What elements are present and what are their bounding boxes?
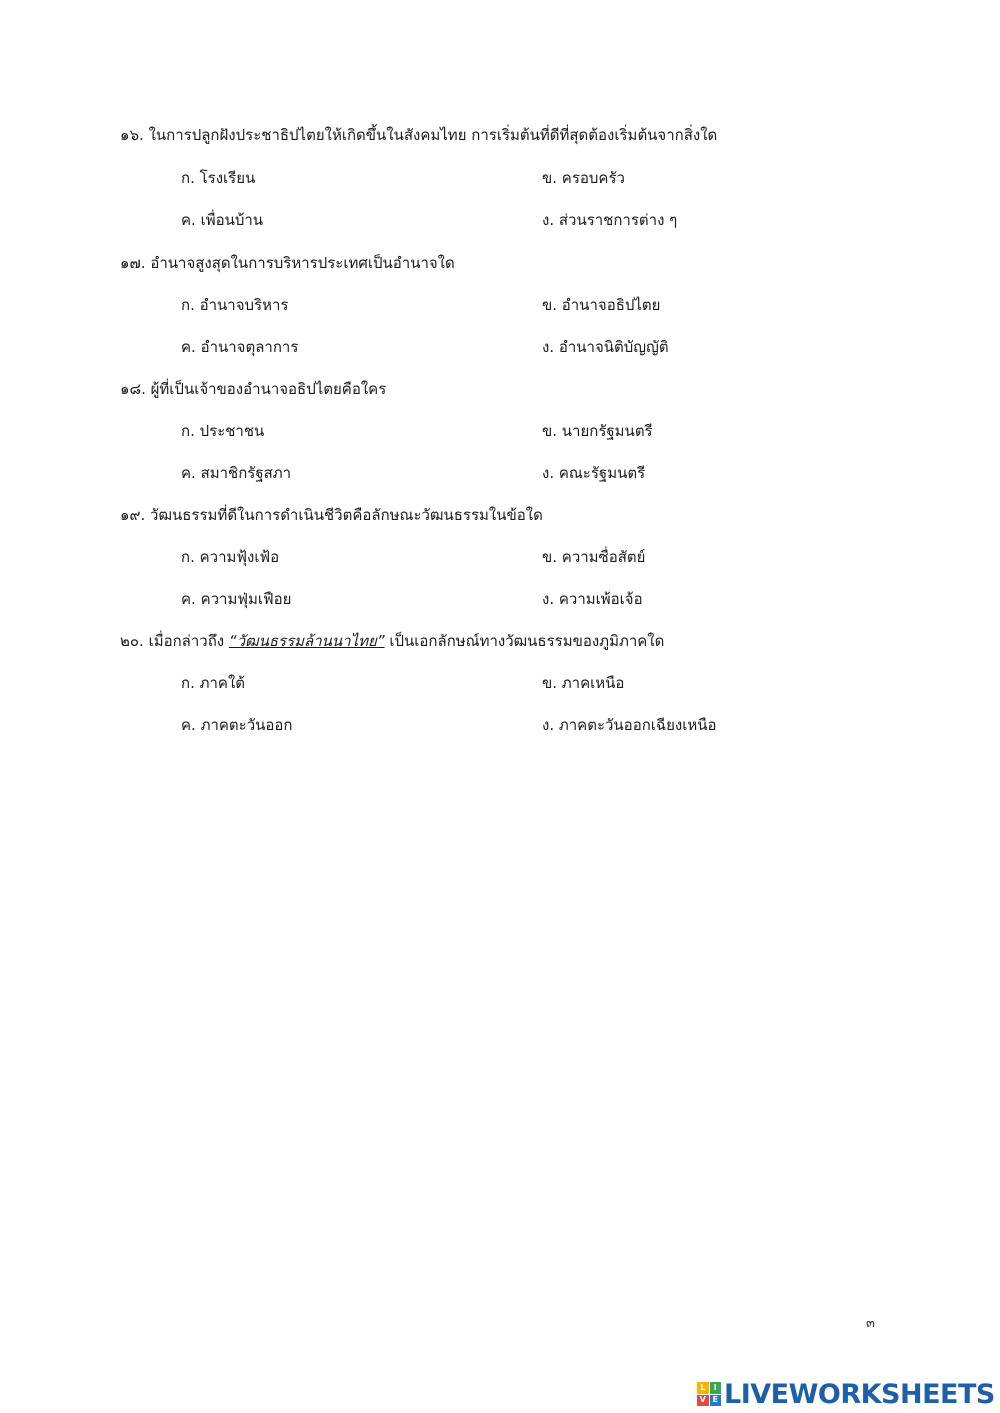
q19-option-d[interactable]: ง. ความเพ้อเจ้อ xyxy=(542,590,643,608)
page-number: ๓ xyxy=(866,1316,875,1331)
question-19: ๑๙. วัฒนธรรมที่ดีในการดำเนินชีวิตคือลักษณะวัฒนธรรมในข้อใด xyxy=(120,506,543,524)
liveworksheets-wordmark: LIVEWORKSHEETS xyxy=(724,1378,995,1410)
q20-option-c[interactable]: ค. ภาคตะวันออก xyxy=(181,716,293,734)
liveworksheets-logo-icon xyxy=(697,1382,721,1406)
q16-option-b[interactable]: ข. ครอบครัว xyxy=(542,169,625,187)
q19-option-b[interactable]: ข. ความซื่อสัตย์ xyxy=(542,548,646,566)
question-20-prefix: ๒๐. เมื่อกล่าวถึง xyxy=(120,632,229,650)
liveworksheets-brand xyxy=(697,1378,995,1410)
q19-option-a[interactable]: ก. ความฟุ้งเฟ้อ xyxy=(181,548,280,566)
question-20-emphasis: “วัฒนธรรมล้านนาไทย” xyxy=(228,632,385,650)
q17-option-c[interactable]: ค. อำนาจตุลาการ xyxy=(181,338,299,356)
logo-tile-e: E xyxy=(710,1395,722,1407)
q16-option-c[interactable]: ค. เพื่อนบ้าน xyxy=(181,211,264,229)
logo-tile-l: L xyxy=(697,1382,709,1394)
logo-tile-v: V xyxy=(697,1395,709,1407)
q18-option-b[interactable]: ข. นายกรัฐมนตรี xyxy=(542,422,653,440)
q16-option-a[interactable]: ก. โรงเรียน xyxy=(181,169,256,187)
q16-option-d[interactable]: ง. ส่วนราชการต่าง ๆ xyxy=(542,211,678,229)
q18-option-d[interactable]: ง. คณะรัฐมนตรี xyxy=(542,464,646,482)
q17-option-a[interactable]: ก. อำนาจบริหาร xyxy=(181,296,289,314)
q18-option-c[interactable]: ค. สมาชิกรัฐสภา xyxy=(181,464,292,482)
q19-option-c[interactable]: ค. ความฟุ่มเฟือย xyxy=(181,590,292,608)
question-17: ๑๗. อำนาจสูงสุดในการบริหารประเทศเป็นอำนาจใด xyxy=(120,254,455,272)
question-18: ๑๘. ผู้ที่เป็นเจ้าของอำนาจอธิปไตยคือใคร xyxy=(120,380,387,398)
q18-option-a[interactable]: ก. ประชาชน xyxy=(181,422,265,440)
logo-tile-i: I xyxy=(710,1382,722,1394)
q20-option-d[interactable]: ง. ภาคตะวันออกเฉียงเหนือ xyxy=(542,716,717,734)
q17-option-d[interactable]: ง. อำนาจนิติบัญญัติ xyxy=(542,338,669,356)
question-20-suffix: เป็นเอกลักษณ์ทางวัฒนธรรมของภูมิภาคใด xyxy=(384,632,665,650)
q20-option-b[interactable]: ข. ภาคเหนือ xyxy=(542,674,625,692)
question-20 xyxy=(120,631,880,651)
q20-option-a[interactable]: ก. ภาคใต้ xyxy=(181,674,246,692)
question-16: ๑๖. ในการปลูกฝังประชาธิปไตยให้เกิดขึ้นในสังคมไทย การเริ่มต้นที่ดีที่สุดต้องเริ่มต้นจากสิ่งใด xyxy=(120,126,718,144)
q17-option-b[interactable]: ข. อำนาจอธิปไตย xyxy=(542,296,661,314)
